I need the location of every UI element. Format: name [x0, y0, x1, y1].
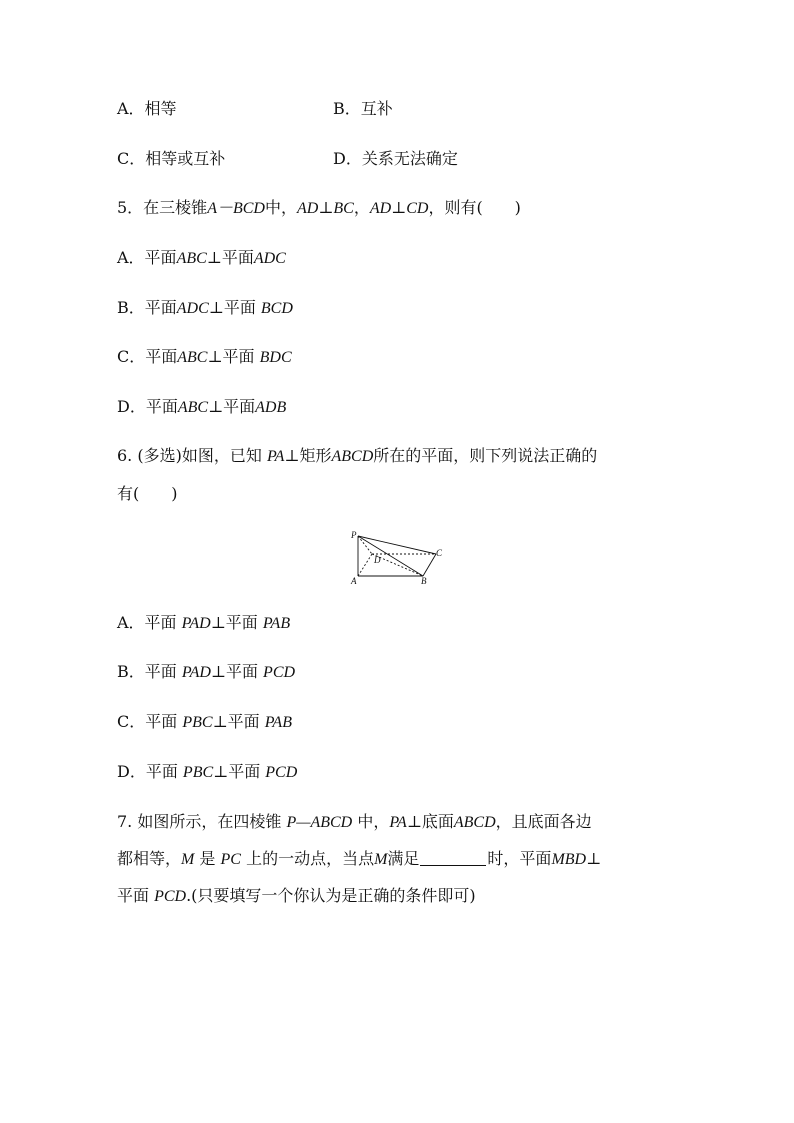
q7-text: ⊥底面 [406, 812, 454, 831]
option-label: B．平面 [117, 298, 177, 317]
q7-segment-pc: PC [220, 851, 241, 868]
q6-option-a [117, 613, 290, 634]
q5-condition-1: AD⊥BC [296, 200, 354, 217]
option-label: B．平面 [117, 662, 182, 681]
q7-line-pa: PA [389, 814, 407, 831]
plane-2: PAB [262, 615, 291, 632]
q6-option-c [117, 712, 292, 733]
q7-text: 7. 如图所示，在四棱锥 [117, 812, 287, 831]
perp-text: ⊥平面 [206, 248, 254, 267]
perp-text: ⊥平面 [207, 347, 260, 366]
q5-tetrahedron: A－BCD [207, 200, 265, 217]
plane-1: ADC [176, 300, 209, 317]
q7-text: 时，平面 [487, 849, 552, 868]
q6-stem-part: 所在的平面，则下列说法正确的 [373, 446, 598, 465]
q7-stem-line-2 [117, 849, 601, 870]
label-d: D [374, 555, 381, 565]
q7-text: 上的一动点，当点 [240, 849, 375, 868]
q6-stem-line-1 [117, 446, 597, 467]
perp-text: ⊥平面 [213, 762, 266, 781]
q6-rectangle: ABCD [331, 448, 374, 465]
option-label: C．平面 [117, 712, 183, 731]
q7-text: 中， [352, 812, 390, 831]
option-label: A．平面 [117, 248, 177, 267]
q6-option-b [117, 662, 295, 683]
plane-2: PCD [263, 664, 296, 681]
edge-pb [358, 536, 423, 576]
plane-1: PBC [182, 764, 214, 781]
option-label: D．平面 [117, 762, 183, 781]
q7-base: ABCD [453, 814, 496, 831]
q5-stem [117, 198, 521, 219]
pyramid-figure [346, 526, 446, 588]
q7-stem-line-3 [117, 886, 476, 907]
q7-text: .(只要填写一个你认为是正确的条件即可) [186, 886, 476, 905]
label-p: P [351, 530, 357, 540]
q4-option-d: D．关系无法确定 [333, 149, 458, 168]
q7-text: 满足 [387, 849, 420, 868]
q7-text: 都相等， [117, 849, 182, 868]
q7-plane-mbd: MBD [551, 851, 587, 868]
q7-text: ，且底面各边 [495, 812, 592, 831]
plane-2: PAB [264, 714, 292, 731]
plane-1: PAD [181, 615, 211, 632]
q4-option-b: B．互补 [333, 99, 393, 118]
q6-stem-part: 6. (多选)如图，已知 [117, 446, 267, 465]
plane-2: ADC [253, 250, 286, 267]
q5-option-d [117, 397, 286, 418]
q5-option-c [117, 347, 292, 368]
plane-2: BDC [259, 349, 292, 366]
plane-1: ABC [176, 250, 207, 267]
plane-1: ABC [177, 399, 209, 416]
q6-line-pa: PA [266, 448, 285, 465]
perp-text: ⊥平面 [210, 662, 264, 681]
q7-stem-line-1 [117, 812, 592, 833]
option-label: A．平面 [117, 613, 182, 632]
perp-text: ⊥平面 [210, 613, 263, 632]
edge-pc [358, 536, 436, 554]
q7-point-m: M [374, 851, 388, 868]
q5-stem-num: 5．在三棱锥 [117, 198, 208, 217]
q5-option-b [117, 298, 293, 319]
plane-1: PAD [181, 664, 211, 681]
q5-separator: ， [353, 198, 370, 217]
plane-2: ADB [255, 399, 287, 416]
q7-point-m: M [181, 851, 195, 868]
q5-option-a [117, 248, 286, 269]
label-c: C [436, 548, 443, 558]
plane-1: PBC [182, 714, 213, 731]
q6-stem-line-2: 有( ) [117, 484, 178, 503]
answer-blank[interactable] [420, 851, 486, 866]
edge-ad [358, 554, 372, 576]
plane-2: PCD [265, 764, 298, 781]
q7-text: 平面 [117, 886, 155, 905]
label-b: B [421, 576, 427, 586]
q6-stem-part: ⊥矩形 [284, 446, 332, 465]
q6-option-d [117, 762, 297, 783]
q5-stem-end: ，则有( ) [428, 198, 521, 217]
q7-text: ⊥ [586, 849, 602, 868]
q7-plane-pcd: PCD [154, 888, 187, 905]
edge-bc [423, 554, 436, 576]
perp-text: ⊥平面 [208, 298, 261, 317]
option-label: C．平面 [117, 347, 178, 366]
plane-1: ABC [177, 349, 208, 366]
q4-option-c: C．相等或互补 [117, 149, 226, 168]
perp-text: ⊥平面 [212, 712, 265, 731]
q7-text: 是 [194, 849, 221, 868]
perp-text: ⊥平面 [208, 397, 256, 416]
label-a: A [351, 576, 357, 586]
q5-condition-2: AD⊥CD [369, 200, 429, 217]
q4-option-a: A．相等 [117, 99, 177, 118]
plane-2: BCD [260, 300, 293, 317]
option-label: D．平面 [117, 397, 178, 416]
q7-pyramid: P—ABCD [286, 814, 353, 831]
q5-stem-mid: 中， [264, 198, 297, 217]
